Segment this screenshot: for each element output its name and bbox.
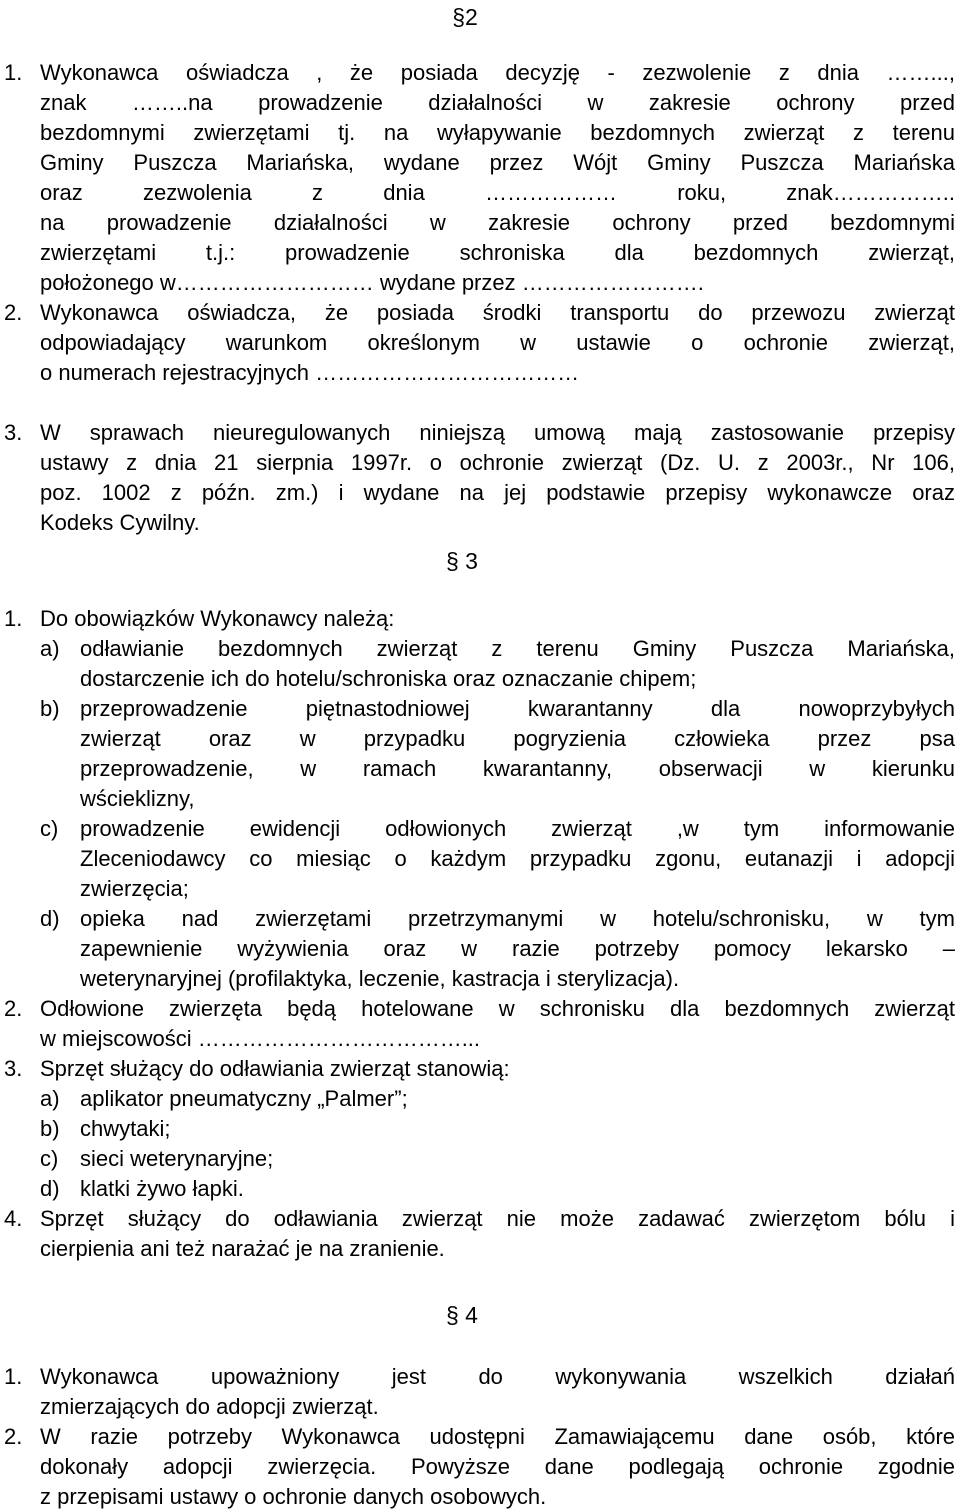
text-line: klatki żywo łapki. bbox=[80, 1176, 244, 1201]
text-line: cierpienia ani też narażać je na zranienie. bbox=[40, 1236, 445, 1261]
text-line: wścieklizny, bbox=[80, 786, 195, 811]
text-line: sieci weterynaryjne; bbox=[80, 1146, 274, 1171]
text-line: zapewnienie wyżywienia oraz w razie potrzeby pomocy lekarsko – bbox=[80, 936, 955, 961]
paragraph-number: 1. bbox=[4, 60, 23, 85]
list-letter: b) bbox=[40, 696, 60, 721]
list-letter: a) bbox=[40, 1086, 60, 1111]
text-line: zmierzających do adopcji zwierząt. bbox=[40, 1394, 379, 1419]
section-heading-2: §2 bbox=[452, 4, 478, 30]
paragraph-number: 1. bbox=[4, 1364, 23, 1389]
text-line: Wykonawca oświadcza , że posiada decyzję - zezwolenie z dnia ……..., bbox=[40, 60, 955, 85]
list-letter: d) bbox=[40, 906, 60, 931]
text-line: oraz zezwolenia z dnia ……………… roku, znak…………….. bbox=[40, 180, 955, 205]
text-line: Wykonawca oświadcza, że posiada środki transportu do przewozu zwierząt bbox=[40, 300, 955, 325]
text-line: poz. 1002 z późn. zm.) i wydane na jej podstawie przepisy wykonawcze oraz bbox=[40, 480, 955, 505]
text-line: bezdomnymi zwierzętami tj. na wyłapywanie bezdomnych zwierząt z terenu bbox=[40, 120, 955, 145]
text-line: chwytaki; bbox=[80, 1116, 171, 1141]
text-line: ustawy z dnia 21 sierpnia 1997r. o ochronie zwierząt (Dz. U. z 2003r., Nr 106, bbox=[40, 450, 955, 475]
section-heading-3: § 3 bbox=[446, 548, 478, 574]
section-heading-4: § 4 bbox=[446, 1302, 478, 1328]
text-line: W sprawach nieuregulowanych niniejszą umową mają zastosowanie przepisy bbox=[40, 420, 955, 445]
text-line: Gminy Puszcza Mariańska, wydane przez Wójt Gminy Puszcza Mariańska bbox=[40, 150, 955, 175]
text-line: W razie potrzeby Wykonawca udostępni Zamawiającemu dane osób, które bbox=[40, 1424, 955, 1449]
text-line: Do obowiązków Wykonawcy należą: bbox=[40, 606, 395, 631]
list-letter: b) bbox=[40, 1116, 60, 1141]
list-letter: a) bbox=[40, 636, 60, 661]
text-line: znak ……..na prowadzenie działalności w zakresie ochrony przed bbox=[40, 90, 955, 115]
text-line: w miejscowości ………………………………... bbox=[40, 1026, 481, 1051]
paragraph-number: 1. bbox=[4, 606, 23, 631]
paragraph-number: 4. bbox=[4, 1206, 23, 1231]
paragraph-number: 3. bbox=[4, 1056, 23, 1081]
paragraph-number: 2. bbox=[4, 996, 23, 1021]
text-line: odławianie bezdomnych zwierząt z terenu Gminy Puszcza Mariańska, bbox=[80, 636, 955, 661]
text-line: aplikator pneumatyczny „Palmer”; bbox=[80, 1086, 408, 1111]
text-line: położonego w……………………… wydane przez ……………………. bbox=[40, 270, 704, 295]
list-letter: c) bbox=[40, 816, 59, 841]
text-line: Sprzęt służący do odławiania zwierząt stanowią: bbox=[40, 1056, 510, 1081]
text-line: zwierzęcia; bbox=[80, 876, 189, 901]
text-line: dostarczenie ich do hotelu/schroniska oraz oznaczanie chipem; bbox=[80, 666, 697, 691]
paragraph-number: 2. bbox=[4, 1424, 23, 1449]
text-line: z przepisami ustawy o ochronie danych osobowych. bbox=[40, 1484, 547, 1509]
text-line: zwierząt oraz w przypadku pogryzienia człowieka przez psa bbox=[80, 726, 955, 751]
text-line: Odłowione zwierzęta będą hotelowane w schronisku dla bezdomnych zwierząt bbox=[40, 996, 955, 1021]
text-line: Zleceniodawcy co miesiąc o każdym przypadku zgonu, eutanazji i adopcji bbox=[80, 846, 955, 871]
text-line: zwierzętami t.j.: prowadzenie schroniska dla bezdomnych zwierząt, bbox=[40, 240, 955, 265]
text-line: dokonały adopcji zwierzęcia. Powyższe dane podlegają ochronie zgodnie bbox=[40, 1454, 955, 1479]
text-line: prowadzenie ewidencji odłowionych zwierząt ,w tym informowanie bbox=[80, 816, 955, 841]
text-line: przeprowadzenie piętnastodniowej kwarantanny dla nowoprzybyłych bbox=[80, 696, 955, 721]
text-line: na prowadzenie działalności w zakresie ochrony przed bezdomnymi bbox=[40, 210, 955, 235]
list-letter: d) bbox=[40, 1176, 60, 1201]
paragraph-number: 3. bbox=[4, 420, 23, 445]
text-line: opieka nad zwierzętami przetrzymanymi w hotelu/schronisku, w tym bbox=[80, 906, 955, 931]
text-line: Kodeks Cywilny. bbox=[40, 510, 200, 535]
text-line: weterynaryjnej (profilaktyka, leczenie, kastracja i sterylizacja). bbox=[80, 966, 680, 991]
list-letter: c) bbox=[40, 1146, 59, 1171]
text-line: Wykonawca upoważniony jest do wykonywania wszelkich działań bbox=[40, 1364, 955, 1389]
paragraph-number: 2. bbox=[4, 300, 23, 325]
text-line: przeprowadzenie, w ramach kwarantanny, obserwacji w kierunku bbox=[80, 756, 955, 781]
text-line: Sprzęt służący do odławiania zwierząt nie może zadawać zwierzętom bólu i bbox=[40, 1206, 955, 1231]
text-line: odpowiadający warunkom określonym w ustawie o ochronie zwierząt, bbox=[40, 330, 955, 355]
text-line: o numerach rejestracyjnych ……………………………… bbox=[40, 360, 580, 385]
